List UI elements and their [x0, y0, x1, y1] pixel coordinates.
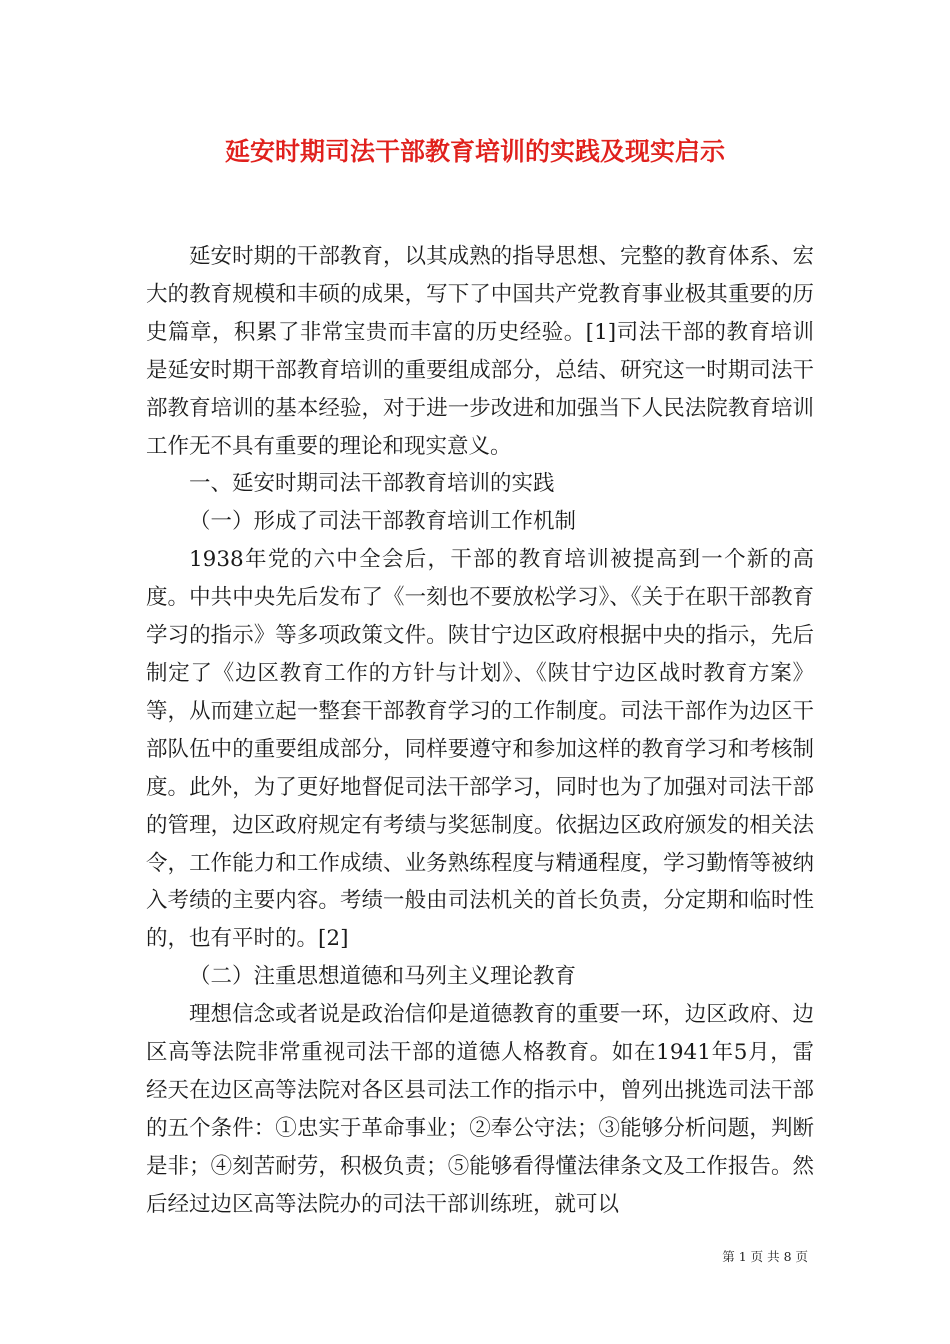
subsection-heading-1: （一）形成了司法干部教育培训工作机制 — [189, 509, 577, 535]
paragraph-mechanism: 1938年党的六中全会后，干部的教育培训被提高到一个新的高度。中共中央先后发布了《一刻也不要放松学习》、《关于在职干部教育学习的指示》等多项政策文件。陕甘宁边区政府根据中央的指示，先后制定了《边区教育工作的方针与计划》、《陕甘宁边区战时教育方案》等，从而建立起一整套干部教育学习的工作制度。司法干部作为边区干部队伍中的重要组成部分，同样要遵守和参加这样的教育学习和考核制度。此外，为了更好地督促司法干部学习，同时也为了加强对司法干部的管理，边区政府规定有考绩与奖惩制度。依据边区政府颁发的相关法令，工作能力和工作成绩、业务熟练程度与精通程度，学习勤惰等被纳入考绩的主要内容。考绩一般由司法机关的首长负责，分定期和临时性的，也有平时的。[2] — [146, 547, 814, 952]
document-body — [146, 238, 814, 1224]
subsection-heading-2: （二）注重思想道德和马列主义理论教育 — [189, 964, 577, 990]
document-title: 延安时期司法干部教育培训的实践及现实启示 — [224, 137, 725, 166]
paragraph-ideology: 理想信念或者说是政治信仰是道德教育的重要一环，边区政府、边区高等法院非常重视司法干部的道德人格教育。如在1941年5月，雷经天在边区高等法院对各区县司法工作的指示中，曾列出挑选司法干部的五个条件：①忠实于革命事业；②奉公守法；③能够分析问题，判断是非；④刻苦耐劳，积极负责；⑤能够看得懂法律条文及工作报告。然后经过边区高等法院办的司法干部训练班，就可以 — [146, 1002, 814, 1217]
page-number-footer: 第 1 页 共 8 页 — [722, 1249, 808, 1264]
section-heading-1: 一、延安时期司法干部教育培训的实践 — [189, 471, 555, 497]
paragraph-intro: 延安时期的干部教育，以其成熟的指导思想、完整的教育体系、宏大的教育规模和丰硕的成果，写下了中国共产党教育事业极其重要的历史篇章，积累了非常宝贵而丰富的历史经验。[1]司法干部的教育培训是延安时期干部教育培训的重要组成部分，总结、研究这一时期司法干部教育培训的基本经验，对于进一步改进和加强当下人民法院教育培训工作无不具有重要的理论和现实意义。 — [146, 244, 814, 459]
